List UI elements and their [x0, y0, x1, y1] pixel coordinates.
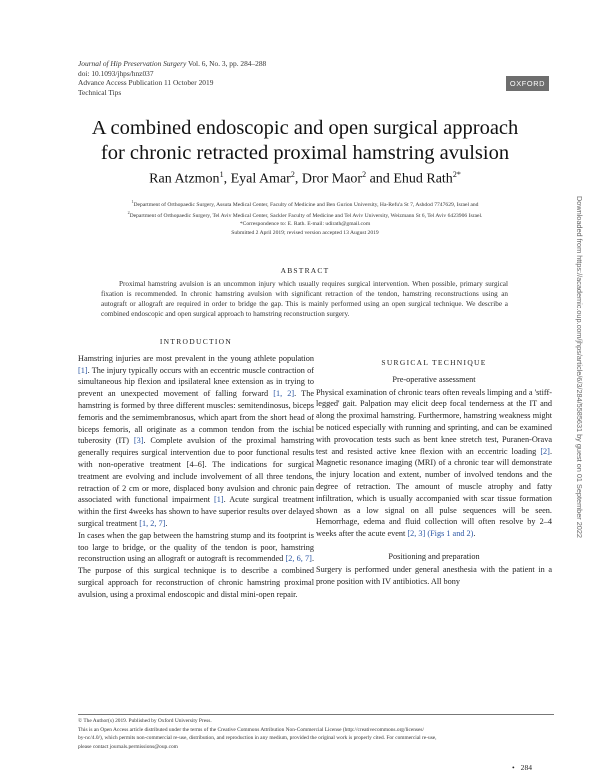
text-run: . Acute surgical treatment within the first 4weeks has shown to have superior results over delayed surgical treatment — [78, 495, 314, 528]
citation-link[interactable]: [1, 2] — [273, 389, 295, 399]
citation-link[interactable]: [3] — [133, 436, 144, 446]
journal-name: Journal of Hip Preservation Surgery — [78, 59, 187, 68]
text-run: . — [473, 529, 476, 539]
affiliation-2 — [60, 209, 550, 220]
abstract-heading: ABSTRACT — [280, 266, 330, 275]
license-footer — [78, 717, 554, 751]
correspondence: *Correspondence to: E. Rath. E-mail: udirath@gmail.com — [239, 221, 371, 228]
oxford-logo-text: OXFORD — [509, 79, 546, 88]
surgical-technique-heading: SURGICAL TECHNIQUE — [381, 358, 487, 367]
text-run: . Complete avulsion of the proximal hamstring generally requires surgical intervention due to poor functional results with non-operative treatment [4–6]. The indications for surgical treatment are evolving and include involvement of all three tendons, retraction of 2 cm or more, displaced bony avulsion and chronic pain associated with functional impairment — [78, 436, 314, 505]
author-name: Dror Maor — [301, 171, 363, 187]
text-run: Physical examination of chronic tears often reveals limping and a 'stiff-legged' gait. Palpation may elicit deep focal tenderness at the IT and along the proximal hamstring. Furthermore, hamstring weakness might be noticed especially with running and sprinting, and can be examined with provocation tests such as bent knee stretch test, Puranen-Orava test and resisted active knee flexion with an eccentric loading — [316, 387, 552, 456]
citation-link[interactable]: [1] — [213, 495, 224, 505]
citation-link[interactable]: [2, 6, 7] — [285, 554, 312, 564]
footer-divider — [78, 714, 554, 715]
intro-paragraph-1 — [78, 353, 314, 530]
author-separator: , — [294, 171, 302, 187]
right-column — [316, 339, 552, 587]
author-name: Eyal Amar — [230, 171, 291, 187]
title-line-1: A combined endoscopic and open surgical approach — [91, 117, 519, 139]
affiliation-1 — [60, 198, 550, 209]
text-run: In cases when the gap between the hamstring stump and its footprint is too large to bridge, or the quality of the tendon is poor, hamstring reconstruction using an allograft or autograft is recommended — [78, 530, 314, 564]
author-affil-sup: 2* — [452, 170, 461, 179]
positioning-paragraph: Surgery is performed under general anesthesia with the patient in a prone position with IV antibiotics. All bony — [316, 564, 552, 586]
affiliation-sup: 2 — [127, 210, 130, 216]
affiliation-text: Department of Orthopaedic Surgery, Assuta Medical Center, Faculty of Medicine and Ben Gurion University, Ha-Refu'a St 7, Ashdod 7747629, Israel and — [133, 201, 479, 208]
figure-link[interactable]: (Figs 1 and 2) — [427, 529, 474, 539]
license-line: please contact journals.permissions@oup.com — [78, 743, 178, 750]
journal-header — [78, 59, 266, 97]
introduction-heading: INTRODUCTION — [159, 337, 233, 346]
citation-link[interactable]: [1, 2, 7] — [139, 518, 166, 528]
bullet-icon: • — [512, 763, 515, 772]
intro-paragraph-2 — [78, 530, 314, 601]
doi[interactable]: doi: 10.1093/jhps/hnz037 — [78, 68, 154, 78]
author-affil-sup: 2 — [290, 170, 295, 179]
article-type: Technical Tips — [78, 87, 122, 97]
advance-access: Advance Access Publication 11 October 2019 — [78, 78, 214, 88]
left-column — [78, 332, 314, 601]
author-name: Ehud Rath — [393, 171, 453, 187]
affiliation-sup: 1 — [131, 199, 134, 204]
article-title — [60, 116, 550, 166]
author-separator: , — [223, 171, 231, 187]
title-line-2: for chronic retracted proximal hamstring avulsion — [100, 142, 510, 164]
author-affil-sup: 2 — [362, 170, 367, 179]
license-line: This is an Open Access article distributed under the terms of the Creative Commons Attribution Non-Commercial License (http://creativecommons.org/licenses/ — [78, 726, 425, 733]
page-number-text: 284 — [520, 763, 533, 772]
citation-link[interactable]: [2, 3] — [407, 529, 426, 539]
journal-volume: Vol. 6, No. 3, pp. 284–288 — [186, 59, 267, 68]
text-run: . The purpose of this surgical technique is to describe a combined surgical approach for reconstruction of chronic hamstring proximal avulsion, using a proximal endoscopic and distal mini-open repair. — [78, 554, 314, 599]
author-affil-sup: 1 — [219, 170, 224, 179]
affiliation-text: Department of Orthopaedic Surgery, Tel Aviv Medical Center, Sackler Faculty of Medicine and Tel Aviv University, Weizmann St 6, Tel Aviv 6423906 Israel. — [129, 213, 483, 220]
text-run: . Magnetic resonance imaging (MRI) of a chronic tear will demonstrate the injury location and extent, number of involved tendons and the degree of retraction. The amount of muscle atrophy and fatty infiltration, which is usually accompanied with scar tissue formation shown as a low signal on all pulse sequences will be seen. Hemorrhage, edema and fluid collection will often resolve by 2–4 weeks after the acute event — [316, 446, 552, 539]
text-run: . — [165, 518, 168, 528]
text-run: . The injury typically occurs with an eccentric muscle contraction of simultaneous hip flexion and ipsilateral knee extension as in trying to prevent an unexpected movement of falling forward — [78, 365, 314, 399]
text-run: Hamstring injuries are most prevalent in the young athlete population — [78, 353, 314, 363]
abstract-text: Proximal hamstring avulsion is an uncommon injury which usually requires surgical intervention. When possible, primary surgical fixation is recommended. In chronic hamstring avulsion with significant retraction of the tendon, hamstring reconstructions using an autograft or allograft are required in order to bridge the gap. This is mainly performed using an open surgical technique. We describe a combined endoscopic and open surgical approach to hamstring reconstruction surgery. — [101, 280, 508, 319]
citation-link[interactable]: [1] — [78, 365, 88, 375]
oxford-logo[interactable] — [506, 76, 549, 91]
page-number — [512, 763, 532, 772]
author-separator: and — [366, 171, 394, 187]
preop-assessment-heading: Pre-operative assessment — [392, 374, 476, 384]
citation-link[interactable]: [2] — [540, 446, 550, 456]
preop-paragraph — [316, 387, 552, 540]
positioning-heading: Positioning and preparation — [388, 551, 480, 561]
author-list — [60, 170, 550, 188]
submission-dates: Submitted 2 April 2019; revised version accepted 13 August 2019 — [231, 229, 379, 236]
affiliations — [60, 198, 550, 237]
text-run: . The hamstring is formed by three different muscles: semitendinosus, biceps femoris and the semimembranosus, which apart from the short head of biceps femoris, all originate as a common tendon from the ischial tuberosity (IT) — [78, 389, 314, 446]
license-line: by-nc/4.0/), which permits non-commercial re-use, distribution, and reproduction in any medium, provided the original work is properly cited. For commercial re-use, — [78, 735, 437, 742]
author-name: Ran Atzmon — [149, 171, 220, 187]
download-watermark: Downloaded from https://academic.oup.com/jhps/article/6/3/284/5585631 by guest on 01 September 2022 — [575, 196, 584, 538]
copyright: © The Author(s) 2019. Published by Oxford University Press. — [78, 718, 212, 724]
